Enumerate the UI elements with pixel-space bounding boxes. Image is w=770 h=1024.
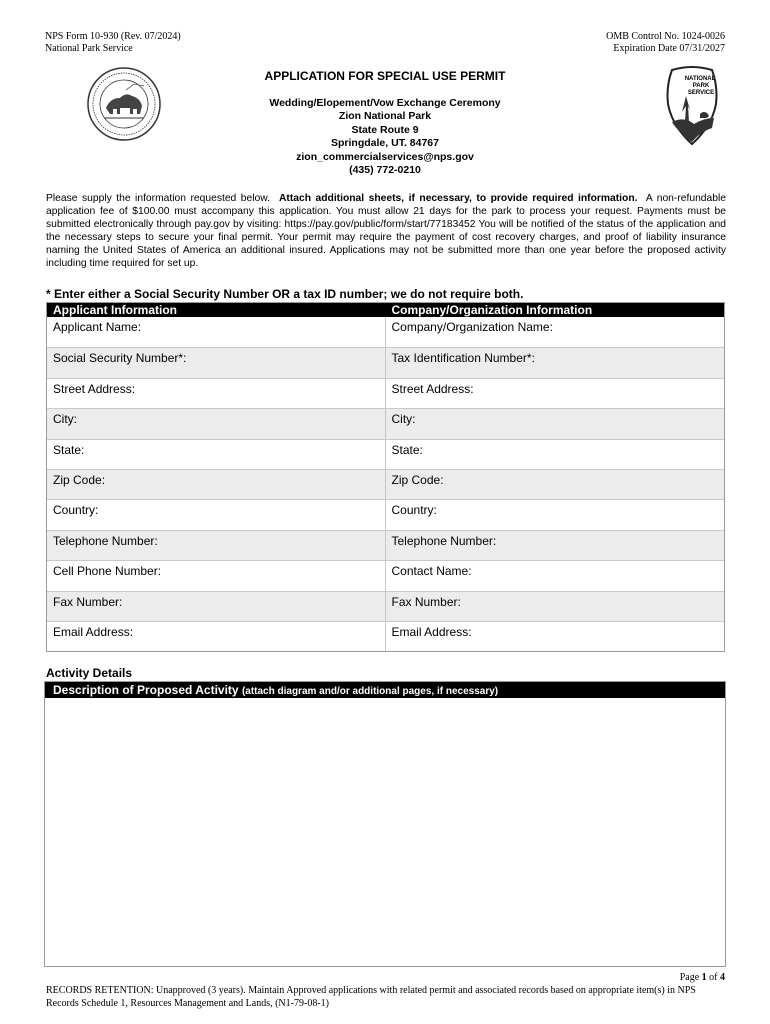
table-rows xyxy=(47,317,724,651)
table-row xyxy=(47,408,724,438)
applicant-fax-field[interactable]: Fax Number: xyxy=(47,592,386,621)
instructions-part-3: A non-refundable application fee of $100.00 must accompany this application. You must allow 21 days for the park to process your request. Payments must be submitted electronically through pay.gov by visiting: https://pay.gov/public/form/start/77183452 You will be notified of the status of the application and the necessary steps to secure your final permit. Your permit may require the payment of cost recovery charges, and proof of liability insurance naming the United States of America an additional insured. Applications may not be submitted more than one year before the proposed activity including time required for set up. xyxy=(46,193,726,269)
company-info-header: Company/Organization Information xyxy=(391,303,593,317)
company-city-field[interactable]: City: xyxy=(391,412,416,427)
table-row xyxy=(47,499,724,529)
arrowhead-line-3: SERVICE xyxy=(687,90,715,96)
page-of: of xyxy=(709,972,718,983)
title-block xyxy=(0,69,770,177)
table-row xyxy=(47,591,724,621)
ssn-note: * Enter either a Social Security Number OR a tax ID number; we do not require both. xyxy=(46,287,524,301)
company-state-field[interactable]: State: xyxy=(391,442,423,457)
expiration-date: Expiration Date 07/31/2027 xyxy=(613,43,725,54)
tax-id-field[interactable]: Tax Identification Number*: xyxy=(391,351,535,366)
ceremony-type: Wedding/Elopement/Vow Exchange Ceremony xyxy=(269,97,501,109)
omb-control-number: OMB Control No. 1024-0026 xyxy=(606,31,725,42)
company-street-field[interactable]: Street Address: xyxy=(391,381,474,396)
page-current: 1 xyxy=(701,972,707,983)
applicant-zip-field[interactable]: Zip Code: xyxy=(47,470,386,499)
form-header-left xyxy=(45,31,181,55)
activity-description-field[interactable] xyxy=(45,698,725,966)
form-title: APPLICATION FOR SPECIAL USE PERMIT xyxy=(264,69,506,83)
applicant-state-field[interactable]: State: xyxy=(47,440,386,469)
table-row xyxy=(47,621,724,651)
instructions-part-1: Please supply the information requested below. xyxy=(46,193,270,204)
applicant-street-field[interactable]: Street Address: xyxy=(47,379,386,408)
company-telephone-field[interactable]: Telephone Number: xyxy=(391,533,497,548)
activity-description-box xyxy=(44,681,726,967)
page-total: 4 xyxy=(720,972,725,983)
table-header-row xyxy=(47,303,724,317)
applicant-name-field[interactable]: Applicant Name: xyxy=(47,317,386,347)
arrowhead-line-1: NATIONAL xyxy=(684,76,716,82)
applicant-city-field[interactable]: City: xyxy=(47,409,386,438)
applicant-info-table xyxy=(46,302,725,652)
applicant-cell-phone-field[interactable]: Cell Phone Number: xyxy=(47,561,386,590)
company-contact-name-field[interactable]: Contact Name: xyxy=(391,564,472,579)
company-zip-field[interactable]: Zip Code: xyxy=(391,472,444,487)
table-row xyxy=(47,530,724,560)
activity-bar-title: Description of Proposed Activity xyxy=(53,683,239,697)
form-number: NPS Form 10-930 (Rev. 07/2024) xyxy=(45,31,181,42)
company-fax-field[interactable]: Fax Number: xyxy=(391,594,461,609)
park-email: zion_commercialservices@nps.gov xyxy=(296,150,474,163)
instructions-paragraph xyxy=(46,193,726,270)
arrowhead-line-2: PARK xyxy=(692,83,710,89)
park-name: Zion National Park xyxy=(338,110,432,123)
company-email-field[interactable]: Email Address: xyxy=(391,624,472,639)
park-city: Springdale, UT. 84767 xyxy=(331,137,439,150)
activity-description-bar xyxy=(45,682,725,698)
page-number xyxy=(680,972,725,983)
applicant-telephone-field[interactable]: Telephone Number: xyxy=(47,531,386,560)
page-label: Page xyxy=(679,972,700,983)
company-country-field[interactable]: Country: xyxy=(391,503,437,518)
ssn-field[interactable]: Social Security Number*: xyxy=(47,348,386,377)
applicant-email-field[interactable]: Email Address: xyxy=(47,622,386,651)
applicant-country-field[interactable]: Country: xyxy=(47,500,386,529)
activity-bar-note: (attach diagram and/or additional pages, if necessary) xyxy=(241,686,499,697)
table-row xyxy=(47,469,724,499)
park-phone: (435) 772-0210 xyxy=(349,164,421,177)
activity-details-heading: Activity Details xyxy=(46,666,133,680)
records-retention-note: RECORDS RETENTION: Unapproved (3 years). Maintain Approved applications with related permit and associated records based on appropriate item(s) in NPS Records Schedule 1, Resources Management and Lands, (N1-79-08-1) xyxy=(46,985,696,1009)
company-name-field[interactable]: Company/Organization Name: xyxy=(391,320,553,334)
table-row xyxy=(47,317,724,347)
table-row xyxy=(47,439,724,469)
park-street: State Route 9 xyxy=(351,123,419,136)
instructions-part-2: Attach additional sheets, if necessary, to provide required information. xyxy=(278,193,638,204)
table-row xyxy=(47,378,724,408)
table-row xyxy=(47,560,724,590)
table-row xyxy=(47,347,724,377)
applicant-info-header: Applicant Information xyxy=(53,303,177,317)
form-header-right xyxy=(606,31,725,55)
agency-name: National Park Service xyxy=(45,43,133,54)
